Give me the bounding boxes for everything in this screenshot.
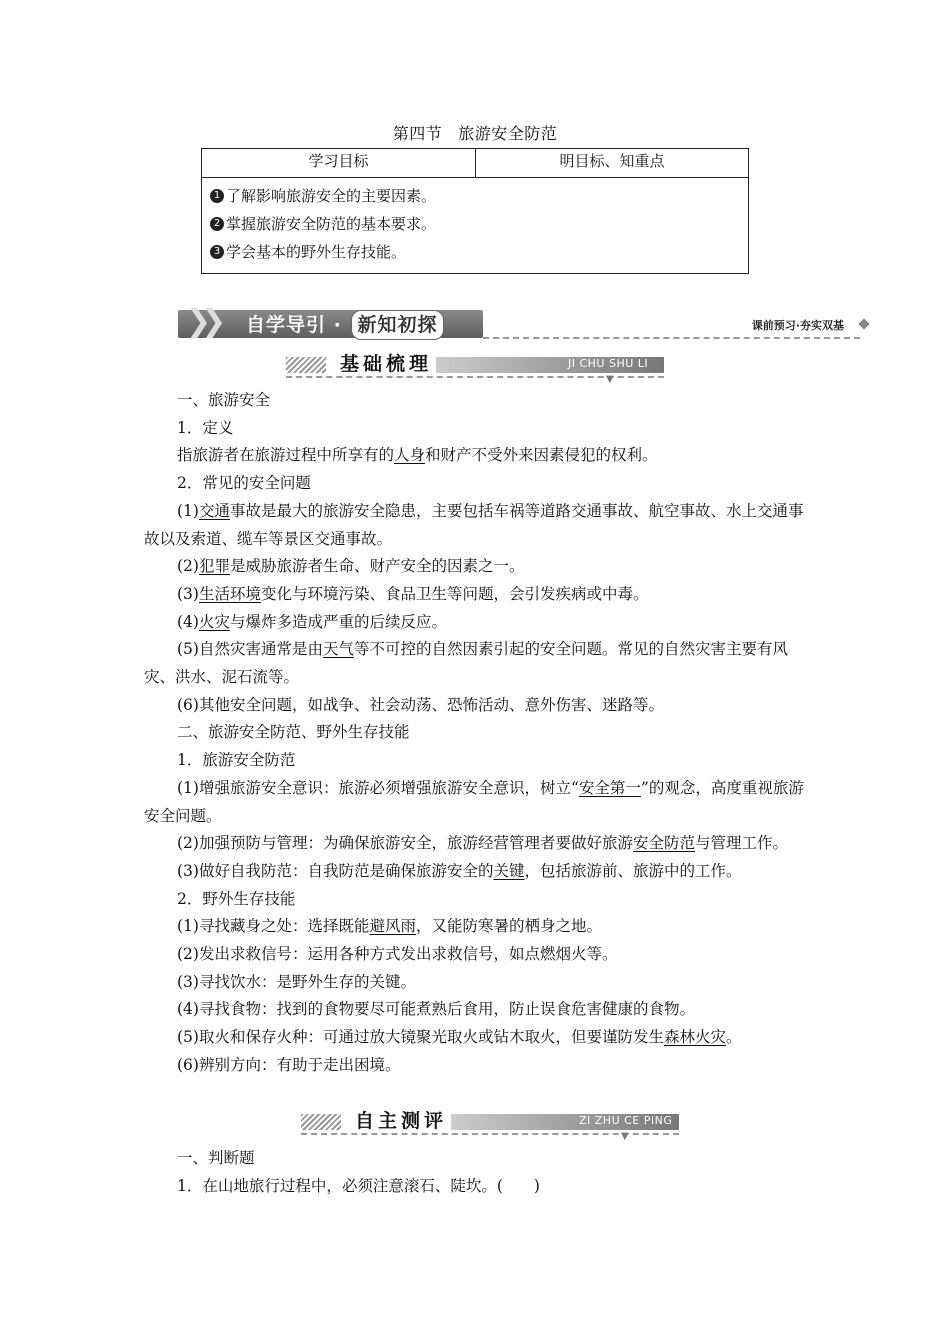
paragraph: 指旅游者在旅游过程中所享有的人身和财产不受外来因素侵犯的权利。 (177, 446, 658, 465)
diamond-icon (858, 318, 869, 329)
paragraph: (4)火灾与爆炸多造成严重的后续反应。 (177, 612, 447, 631)
paragraph: (1)增强旅游安全意识：旅游必须增强旅游安全意识，树立“安全第一”的观念，高度重视旅游安全问题。 (144, 778, 804, 825)
answer-underline: 天气 (322, 640, 354, 659)
paragraph: (6)其他安全问题，如战争、社会动荡、恐怖活动、意外伤害、迷路等。 (177, 695, 664, 714)
main-content (144, 387, 808, 1080)
section-title (0, 121, 950, 144)
answer-underline: 森林火灾 (663, 1028, 726, 1047)
objectives-table (201, 148, 749, 274)
banner-dot: · (333, 314, 342, 336)
paragraph: (2)加强预防与管理：为确保旅游安全，旅游经营管理者要做好旅游安全防范与管理工作。 (177, 834, 788, 853)
stripe-decoration (301, 1114, 341, 1130)
banner-title (246, 310, 444, 340)
objectives-header-left: 学习目标 (202, 149, 476, 177)
section-english-label: ZI ZHU CE PING (579, 1114, 673, 1127)
paragraph: (2)发出求救信号：运用各种方式发出求救信号，如点燃烟火等。 (177, 945, 618, 964)
objectives-header-right: 明目标、知重点 (559, 152, 665, 170)
objective-text: 掌握旅游安全防范的基本要求。 (226, 215, 437, 233)
paragraph: (3)生活环境变化与环境污染、食品卫生等问题，会引发疾病或中毒。 (177, 584, 649, 603)
answer-underline: 生活环境 (198, 584, 261, 603)
banner-title-main: 自学导引 (246, 314, 327, 336)
chapter-name: 旅游安全防范 (458, 124, 558, 143)
answer-underline: 交通 (198, 501, 230, 520)
answer-underline: 犯罪 (198, 557, 230, 576)
section-label: 自主测评 (355, 1110, 448, 1132)
double-chevron-icon: ❯❯ (186, 304, 217, 339)
self-study-banner (178, 306, 868, 340)
section-header-basics (286, 352, 664, 385)
number-circle-icon: 1 (210, 189, 224, 203)
answer-underline: 人身 (394, 446, 426, 465)
section-header-self-test (301, 1109, 679, 1142)
heading: 一、判断题 (177, 1149, 255, 1167)
paragraph: (1)寻找藏身之处：选择既能避风雨，又能防寒暑的栖身之地。 (177, 917, 602, 936)
heading: 二、旅游安全防范、野外生存技能 (177, 723, 410, 742)
subheading: 2．野外生存技能 (177, 889, 296, 908)
answer-underline: 避风雨 (369, 917, 416, 936)
objective-item (210, 210, 748, 238)
paragraph: (3)做好自我防范：自我防范是确保旅游安全的关键，包括旅游前、旅游中的工作。 (177, 861, 742, 880)
answer-underline: 关键 (493, 861, 525, 880)
section-label: 基础梳理 (340, 353, 433, 375)
answer-underline: 安全防范 (632, 834, 695, 853)
objective-text: 学会基本的野外生存技能。 (226, 243, 407, 261)
answer-underline: 火灾 (198, 612, 230, 631)
number-circle-icon: 2 (210, 217, 224, 231)
subheading: 2．常见的安全问题 (177, 474, 311, 493)
objective-item (210, 238, 748, 266)
banner-subtitle: 新知初探 (351, 310, 443, 340)
paragraph: (4)寻找食物：找到的食物要尽可能煮熟后食用，防止误食危害健康的食物。 (177, 1000, 695, 1019)
subheading: 1．旅游安全防范 (177, 751, 296, 770)
paragraph: (3)寻找饮水：是野外生存的关键。 (177, 972, 416, 991)
banner-divider (483, 337, 860, 339)
chevron-down-icon: ▼ (606, 374, 614, 385)
stripe-decoration (286, 357, 326, 373)
section-english-label: JI CHU SHU LI (568, 357, 649, 370)
banner-right-text: 课前预习·夯实双基 (751, 319, 844, 332)
paragraph: (5)取火和保存火种：可通过放大镜聚光取火或钻木取火，但要谨防发生森林火灾。 (177, 1028, 742, 1047)
paragraph: (2)犯罪是威胁旅游者生命、财产安全的因素之一。 (177, 557, 525, 576)
objective-text: 了解影响旅游安全的主要因素。 (226, 187, 437, 205)
paragraph: (5)自然灾害通常是由天气等不可控的自然因素引起的安全问题。常见的自然灾害主要有风灾、洪水、泥石流等。 (144, 640, 788, 687)
subheading: 1．定义 (177, 418, 234, 437)
paragraph: (6)辨别方向：有助于走出困境。 (177, 1055, 401, 1074)
number-circle-icon: 3 (210, 245, 224, 259)
objectives-header (202, 149, 748, 178)
chapter-number: 第四节 (392, 124, 443, 143)
answer-underline: 安全第一 (578, 778, 641, 797)
heading: 一、旅游安全 (177, 391, 271, 409)
objectives-body (202, 178, 748, 266)
paragraph: (1)交通事故是最大的旅游安全隐患，主要包括车祸等道路交通事故、航空事故、水上交通事故以及索道、缆车等景区交通事故。 (144, 501, 804, 548)
question: 1．在山地旅行过程中，必须注意滚石、陡坎。( ) (177, 1177, 540, 1195)
test-content (144, 1144, 808, 1200)
chevron-down-icon: ▼ (621, 1131, 629, 1142)
objective-item (210, 182, 748, 210)
